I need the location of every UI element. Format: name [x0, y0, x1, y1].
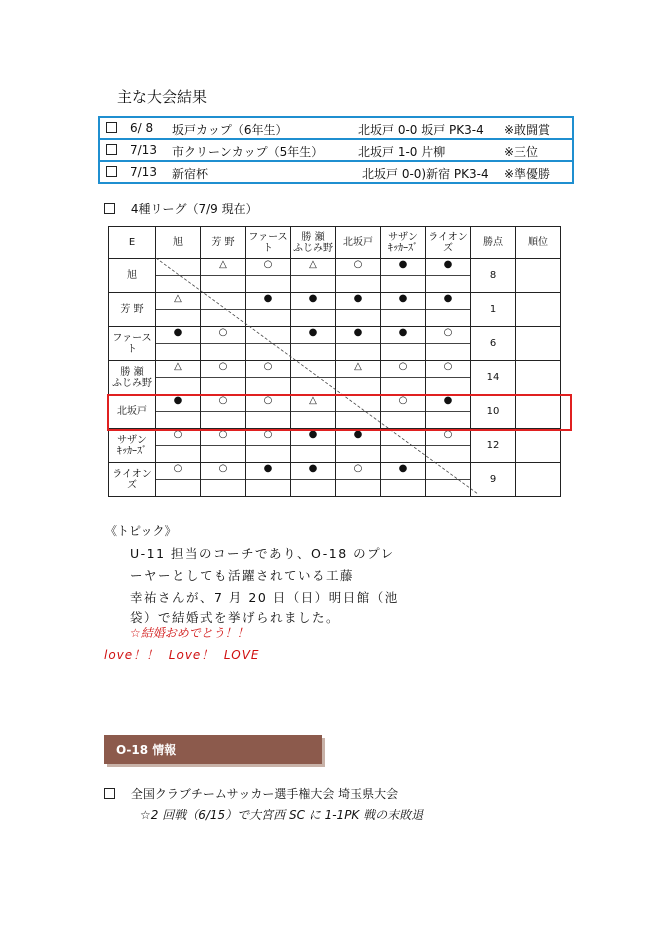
result-award: ※敢闘賞: [504, 123, 551, 137]
column-header: 勝点: [471, 227, 516, 259]
result-mark: ●: [381, 293, 425, 310]
result-name: 新宿杯: [172, 167, 209, 181]
team-name: 旭: [109, 259, 156, 293]
column-header: 旭: [156, 227, 201, 259]
result-name: 坂戸カップ（6年生）: [172, 123, 288, 137]
team-name: サザン ｷｯｶｰｽﾞ: [109, 429, 156, 463]
result-mark: ●: [156, 395, 200, 412]
result-date: 7/13: [130, 165, 157, 179]
result-mark: ●: [381, 463, 425, 480]
points: 9: [471, 463, 516, 497]
result-mark: △: [291, 395, 335, 412]
result-mark: ○: [426, 327, 470, 344]
result-mark: ○: [156, 429, 200, 446]
team-name: ライオンズ: [109, 463, 156, 497]
checkbox-icon: [106, 166, 117, 177]
column-header: 芳 野: [201, 227, 246, 259]
result-award: ※準優勝: [504, 167, 551, 181]
result-mark: △: [291, 259, 335, 276]
column-header: 順位: [516, 227, 561, 259]
result-mark: ●: [336, 327, 380, 344]
topic-line: 幸祐さんが、7 月 20 日（日）明日館（池: [130, 590, 399, 605]
result-award: ※三位: [504, 145, 539, 159]
result-mark: ●: [246, 293, 290, 310]
result-mark: ○: [201, 463, 245, 480]
result-mark: ●: [381, 327, 425, 344]
column-header: サザン ｷｯｶｰｽﾞ: [381, 227, 426, 259]
result-mark: ○: [381, 361, 425, 378]
column-header: ファースト: [246, 227, 291, 259]
rank: [516, 463, 561, 497]
results-box: [98, 116, 574, 184]
points: 10: [471, 395, 516, 429]
team-name: 芳 野: [109, 293, 156, 327]
team-name: ファースト: [109, 327, 156, 361]
result-mark: ○: [156, 463, 200, 480]
o18-result: ☆2 回戦（6/15）で大宮西 SC に 1-1PK 戦の末敗退: [140, 808, 424, 822]
result-mark: ●: [381, 259, 425, 276]
result-row: [100, 118, 572, 138]
result-mark: ○: [201, 327, 245, 344]
diagonal-lines: [156, 258, 478, 494]
result-mark: ●: [156, 327, 200, 344]
o18-item: [104, 785, 398, 802]
topic-line: 袋）で結婚式を挙げられました。: [130, 610, 341, 625]
result-mark: ○: [426, 361, 470, 378]
result-mark: ●: [336, 293, 380, 310]
result-mark: ○: [426, 429, 470, 446]
rank: [516, 429, 561, 463]
result-date: 7/13: [130, 143, 157, 157]
topic-line: U-11 担当のコーチであり、O-18 のプレ: [130, 546, 395, 561]
result-mark: ●: [291, 293, 335, 310]
result-mark: ●: [426, 395, 470, 412]
result-mark: ●: [336, 429, 380, 446]
result-score: 北坂戸 0-0)新宿 PK3-4: [362, 167, 489, 181]
result-mark: ●: [291, 429, 335, 446]
result-mark: ○: [336, 463, 380, 480]
league-title: 4種リーグ（7/9 現在）: [130, 202, 258, 216]
rank: [516, 361, 561, 395]
result-mark: △: [201, 259, 245, 276]
result-score: 北坂戸 0-0 坂戸 PK3-4: [358, 123, 484, 137]
section-heading: 主な大会結果: [117, 88, 208, 106]
points: 8: [471, 259, 516, 293]
result-mark: ○: [246, 429, 290, 446]
o18-title: 全国クラブチームサッカー選手権大会 埼玉県大会: [130, 787, 399, 801]
team-name: 勝 瀬 ふじみ野: [109, 361, 156, 395]
points: 1: [471, 293, 516, 327]
points: 6: [471, 327, 516, 361]
result-mark: ●: [426, 293, 470, 310]
highlight-box: [107, 394, 572, 431]
points: 12: [471, 429, 516, 463]
points: 14: [471, 361, 516, 395]
result-score: 北坂戸 1-0 片柳: [358, 145, 446, 159]
result-date: 6/ 8: [130, 121, 154, 135]
checkbox-icon: [104, 788, 115, 799]
league-heading: [104, 200, 258, 217]
love-text: love！！ Love！ LOVE: [104, 648, 260, 662]
result-name: 市クリーンカップ（5年生）: [172, 145, 324, 159]
column-header: ライオンズ: [426, 227, 471, 259]
congrats-text: ☆結婚おめでとう！！: [130, 626, 249, 640]
result-mark: ○: [201, 395, 245, 412]
result-mark: ○: [246, 395, 290, 412]
checkbox-icon: [106, 122, 117, 133]
result-mark: ○: [246, 259, 290, 276]
column-header: 北坂戸: [336, 227, 381, 259]
result-mark: ○: [201, 361, 245, 378]
o18-banner: O-18 情報: [104, 735, 322, 764]
team-name: 北坂戸: [109, 395, 156, 429]
result-mark: △: [336, 361, 380, 378]
topic-line: ーヤーとしても活躍されている工藤: [130, 568, 355, 583]
result-mark: ●: [426, 259, 470, 276]
group-letter: E: [109, 227, 156, 259]
checkbox-icon: [104, 203, 115, 214]
checkbox-icon: [106, 144, 117, 155]
result-row: [100, 160, 572, 182]
result-mark: △: [156, 361, 200, 378]
rank: [516, 327, 561, 361]
result-row: [100, 138, 572, 160]
topic-title: 《トピック》: [105, 524, 177, 538]
result-mark: △: [156, 293, 200, 310]
column-header: 勝 瀬 ふじみ野: [291, 227, 336, 259]
result-mark: ●: [246, 463, 290, 480]
result-mark: ●: [291, 463, 335, 480]
result-mark: ○: [201, 429, 245, 446]
result-mark: ○: [246, 361, 290, 378]
rank: [516, 293, 561, 327]
result-mark: ●: [291, 327, 335, 344]
result-mark: ○: [381, 395, 425, 412]
rank: [516, 259, 561, 293]
result-mark: ○: [336, 259, 380, 276]
